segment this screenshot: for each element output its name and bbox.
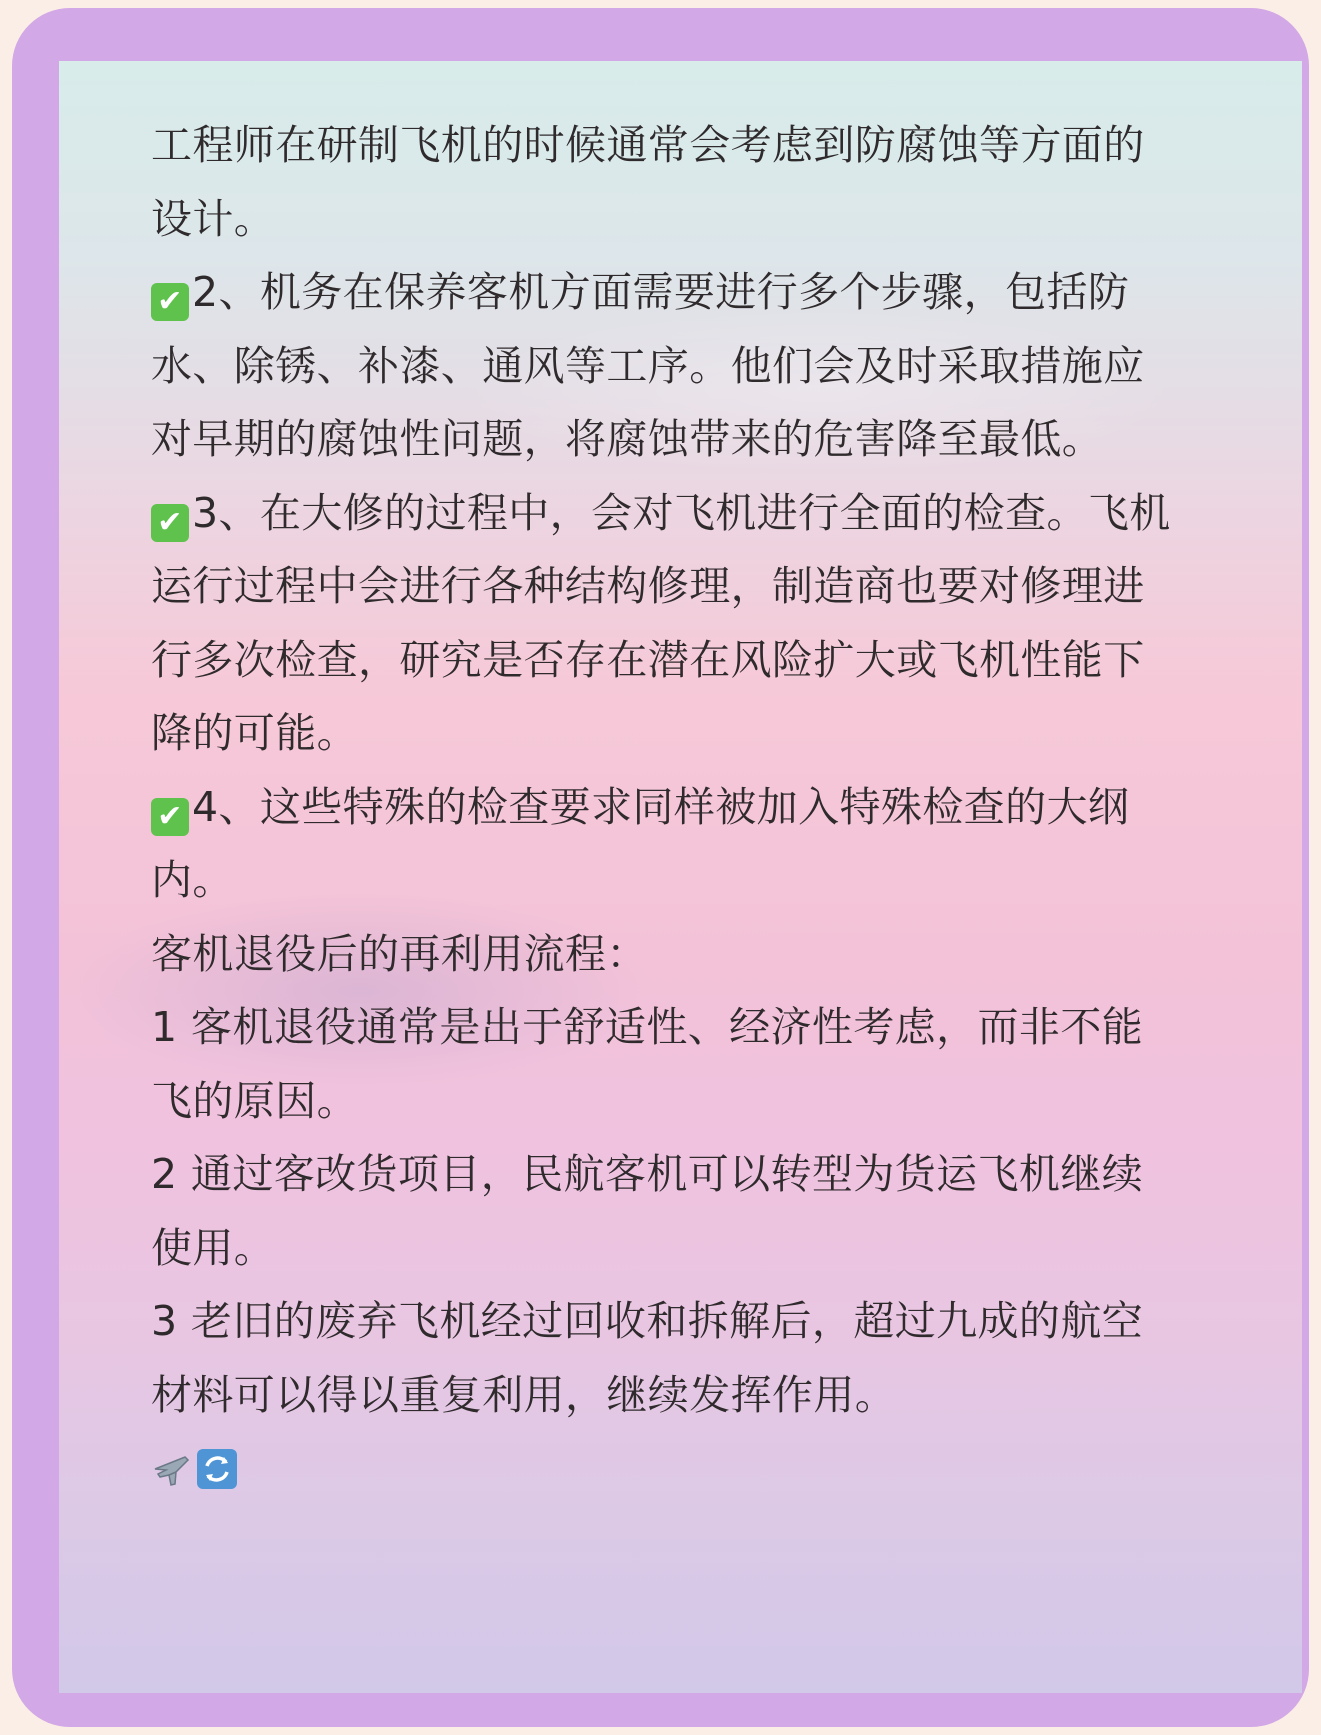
paragraph-text: 工程师在研制飞机的时候通常会考虑到防腐蚀等方面的设计。 <box>151 121 1145 243</box>
paragraph-text: 1 客机退役通常是出于舒适性、经济性考虑，而非不能飞的原因。 <box>151 1003 1144 1125</box>
paragraph-2 <box>151 256 1181 477</box>
paragraph-3 <box>151 477 1181 771</box>
paragraph-text: 客机退役后的再利用流程： <box>151 929 648 978</box>
paragraph-5 <box>151 918 1181 992</box>
check-mark-icon: ✔ <box>151 283 189 321</box>
paragraph-8 <box>151 1285 1181 1432</box>
check-mark-icon: ✔ <box>151 504 189 542</box>
note-card <box>59 61 1302 1693</box>
paragraph-text: 2 通过客改货项目，民航客机可以转型为货运飞机继续使用。 <box>151 1150 1144 1272</box>
airplane-icon <box>151 1449 191 1489</box>
paragraph-text: 3 老旧的废弃飞机经过回收和拆解后，超过九成的航空材料可以得以重复利用，继续发挥作用。 <box>151 1297 1144 1419</box>
closing-emoji-row <box>151 1432 1181 1506</box>
paragraph-4 <box>151 771 1181 918</box>
paragraph-7 <box>151 1138 1181 1285</box>
check-mark-icon: ✔ <box>151 798 189 836</box>
paragraph-1 <box>151 109 1181 256</box>
paragraph-text: 2、机务在保养客机方面需要进行多个步骤，包括防水、除锈、补漆、通风等工序。他们会及时采取措施应对早期的腐蚀性问题，将腐蚀带来的危害降至最低。 <box>151 268 1145 463</box>
paragraph-6 <box>151 991 1181 1138</box>
article-body <box>151 109 1181 1506</box>
paragraph-text: 3、在大修的过程中，会对飞机进行全面的检查。飞机运行过程中会进行各种结构修理，制造商也要对修理进行多次检查，研究是否存在潜在风险扩大或飞机性能下降的可能。 <box>151 488 1171 757</box>
paragraph-text: 4、这些特殊的检查要求同样被加入特殊检查的大纲内。 <box>151 782 1130 904</box>
page-frame <box>12 8 1309 1727</box>
recycle-icon <box>197 1449 237 1489</box>
